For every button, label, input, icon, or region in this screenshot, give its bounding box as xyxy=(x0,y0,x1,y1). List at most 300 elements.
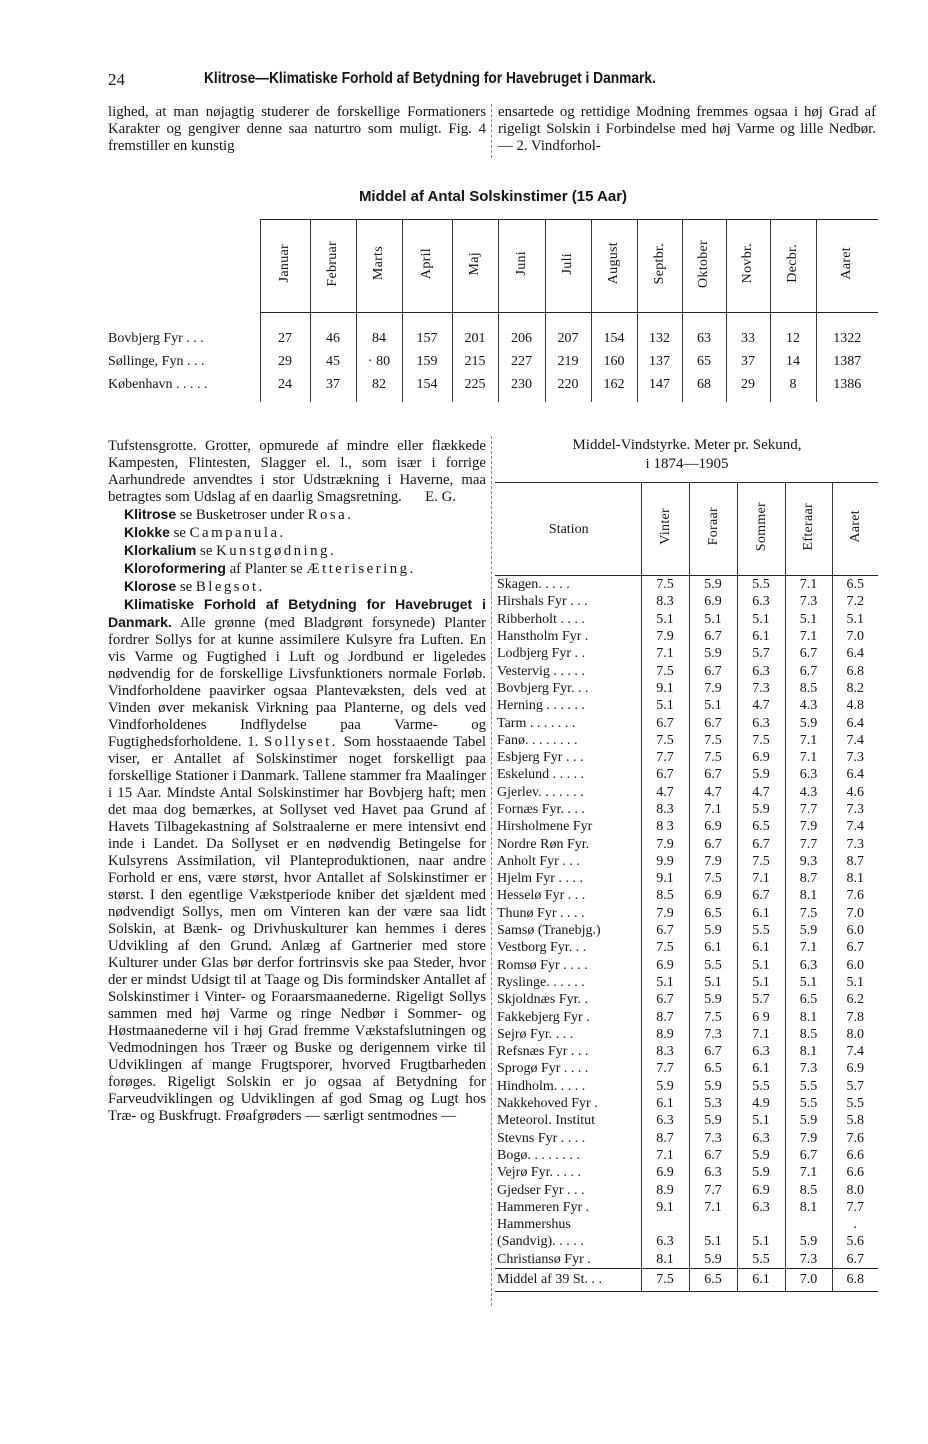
footer-value: 7.0 xyxy=(785,1268,832,1291)
wind-value: 5.1 xyxy=(641,697,689,714)
sunshine-table xyxy=(108,219,878,402)
wind-row xyxy=(495,714,878,731)
station-name: Bovbjerg Fyr . . . xyxy=(108,330,204,346)
wind-value: 6.7 xyxy=(689,714,737,731)
wind-value: 8.7 xyxy=(641,1008,689,1025)
sunshine-value: 1387 xyxy=(816,350,878,373)
wind-value: 5.1 xyxy=(689,1233,737,1250)
wind-row xyxy=(495,1043,878,1060)
station-name: Vestborg Fyr. . . xyxy=(497,940,587,956)
wind-row xyxy=(495,697,878,714)
wind-value: 6.7 xyxy=(641,766,689,783)
wind-value: 7.7 xyxy=(785,835,832,852)
sunshine-value: 63 xyxy=(682,327,726,350)
wind-value: 6.7 xyxy=(689,628,737,645)
station-name: Skjoldnæs Fyr. . xyxy=(497,992,589,1008)
wind-col-header: Aaret xyxy=(832,483,878,576)
wind-row xyxy=(495,887,878,904)
wind-value: 6.7 xyxy=(832,1251,878,1269)
sunshine-col-header: Juni xyxy=(498,220,545,313)
wind-row xyxy=(495,784,878,801)
wind-row xyxy=(495,905,878,922)
wind-row xyxy=(495,1078,878,1095)
station-name: Fanø. . . . . . . . xyxy=(497,732,578,748)
wind-row xyxy=(495,628,878,645)
wind-value: 6.1 xyxy=(689,939,737,956)
sunshine-col-header: Decbr. xyxy=(770,220,816,313)
wind-value: 7.2 xyxy=(832,593,878,610)
wind-value: 7.5 xyxy=(737,853,785,870)
station-name: Hesselø Fyr . . . xyxy=(497,888,586,904)
wind-value: 6.4 xyxy=(832,766,878,783)
wind-row xyxy=(495,1060,878,1077)
wind-value: 8.0 xyxy=(832,1026,878,1043)
wind-row xyxy=(495,939,878,956)
sunshine-value: 82 xyxy=(356,373,402,396)
wind-value: 6.2 xyxy=(832,991,878,1008)
sunshine-value: 137 xyxy=(637,350,682,373)
wind-value: 5.1 xyxy=(737,974,785,991)
station-name: Herning . . . . . . xyxy=(497,698,585,714)
wind-row xyxy=(495,749,878,766)
station-name: Søllinge, Fyn . . . xyxy=(108,353,205,369)
wind-value: 6.5 xyxy=(689,1060,737,1077)
sunshine-value: 227 xyxy=(498,350,545,373)
station-name: Christiansø Fyr . xyxy=(497,1251,591,1267)
wind-row xyxy=(495,853,878,870)
station-name: Hirshals Fyr . . . xyxy=(497,594,588,610)
wind-value: 7.9 xyxy=(689,680,737,697)
station-name: Hjelm Fyr . . . . xyxy=(497,871,583,887)
wind-value: 5.7 xyxy=(832,1078,878,1095)
wind-value: 7.1 xyxy=(785,749,832,766)
wind-value: 5.9 xyxy=(785,1233,832,1250)
entry-klitrose: Klitrose se Busketroser under Rosa. xyxy=(124,506,354,523)
sunshine-col-header: Januar xyxy=(260,220,310,313)
wind-value: 6.3 xyxy=(785,957,832,974)
wind-value: 6.1 xyxy=(737,628,785,645)
wind-value: 5.9 xyxy=(689,1251,737,1269)
wind-value: 6.9 xyxy=(832,1060,878,1077)
station-name: Skagen. . . . . xyxy=(497,577,570,593)
sunshine-value: 154 xyxy=(591,327,637,350)
wind-value: 6.3 xyxy=(641,1112,689,1129)
wind-value: 6.9 xyxy=(737,749,785,766)
wind-value: 4.6 xyxy=(832,784,878,801)
footer-value: 6.5 xyxy=(689,1268,737,1291)
footer-label: Middel af 39 St. . . xyxy=(495,1268,641,1291)
wind-value: 6.7 xyxy=(689,835,737,852)
sunshine-value: 147 xyxy=(637,373,682,396)
wind-col-header: Vinter xyxy=(641,483,689,576)
station-name: Lodbjerg Fyr . . xyxy=(497,646,586,662)
station-name: Hanstholm Fyr . xyxy=(497,629,589,645)
sunshine-value: 154 xyxy=(402,373,452,396)
wind-value: 5.5 xyxy=(689,957,737,974)
wind-value: 7.5 xyxy=(689,1008,737,1025)
wind-station-header: Station xyxy=(495,483,641,576)
station-name: Gjedser Fyr . . . xyxy=(497,1182,585,1198)
wind-value: 5.1 xyxy=(641,974,689,991)
wind-value: 8.3 xyxy=(641,1043,689,1060)
sunshine-col-header: Marts xyxy=(356,220,402,313)
wind-value: 6.0 xyxy=(832,922,878,939)
wind-value: 8.9 xyxy=(641,1026,689,1043)
wind-row xyxy=(495,1251,878,1269)
sunshine-value: 45 xyxy=(310,350,356,373)
wind-value: 7.0 xyxy=(832,905,878,922)
sunshine-value: 219 xyxy=(545,350,591,373)
wind-value: 6.5 xyxy=(832,576,878,594)
wind-value: 7.3 xyxy=(689,1130,737,1147)
sunshine-value: 225 xyxy=(452,373,498,396)
wind-row xyxy=(495,766,878,783)
station-name: Samsø (Tranebjg.) xyxy=(497,923,601,939)
station-name: Eskelund . . . . . xyxy=(497,767,585,783)
wind-value: 7.5 xyxy=(689,870,737,887)
wind-value: 5.1 xyxy=(689,611,737,628)
station-name: Vestervig . . . . . xyxy=(497,663,585,679)
wind-row xyxy=(495,835,878,852)
wind-value: 5.1 xyxy=(737,957,785,974)
wind-value: 7.1 xyxy=(785,939,832,956)
wind-value: 7.7 xyxy=(641,749,689,766)
wind-value: 7.3 xyxy=(785,593,832,610)
wind-value: 6.9 xyxy=(689,887,737,904)
wind-value: 7.5 xyxy=(785,905,832,922)
wind-value: 5.5 xyxy=(737,1078,785,1095)
wind-value: 7.9 xyxy=(641,835,689,852)
wind-value: 8.1 xyxy=(785,1008,832,1025)
wind-value: 5.1 xyxy=(785,611,832,628)
station-name: København . . . . . xyxy=(108,376,208,392)
sunshine-value: 1386 xyxy=(816,373,878,396)
wind-value xyxy=(785,1216,832,1233)
wind-value: 6.1 xyxy=(737,1060,785,1077)
wind-row xyxy=(495,957,878,974)
wind-row xyxy=(495,818,878,835)
wind-value: 6.7 xyxy=(641,714,689,731)
author-sign: E. G. xyxy=(425,489,456,505)
sunshine-value: 68 xyxy=(682,373,726,396)
wind-row xyxy=(495,1095,878,1112)
wind-value: 4.7 xyxy=(641,784,689,801)
sunshine-col-header: Juli xyxy=(545,220,591,313)
wind-value: 5.5 xyxy=(737,1251,785,1269)
wind-title-line1: Middel-Vindstyrke. Meter pr. Sekund, xyxy=(572,437,802,453)
wind-value: 7.3 xyxy=(832,749,878,766)
station-name: Bogø. . . . . . . . xyxy=(497,1147,580,1163)
wind-value: 7.7 xyxy=(641,1060,689,1077)
wind-value: 5.5 xyxy=(785,1095,832,1112)
wind-value: 5.3 xyxy=(689,1095,737,1112)
wind-value: 6.3 xyxy=(737,1199,785,1216)
sunshine-col-header: August xyxy=(591,220,637,313)
wind-value xyxy=(641,1216,689,1233)
wind-value: 5.1 xyxy=(785,974,832,991)
page-number: 24 xyxy=(108,70,125,89)
wind-value: 8.1 xyxy=(641,1251,689,1269)
wind-row xyxy=(495,1008,878,1025)
running-title: Klitrose—Klimatiske Forhold af Betydning for Havebruget i Danmark. xyxy=(204,70,656,87)
sunshine-value: 162 xyxy=(591,373,637,396)
wind-value: 5.9 xyxy=(785,922,832,939)
wind-value: 5.1 xyxy=(737,611,785,628)
wind-value: 7.5 xyxy=(641,732,689,749)
sunshine-value: 160 xyxy=(591,350,637,373)
sunshine-header-row xyxy=(108,220,878,313)
sunshine-col-header: April xyxy=(402,220,452,313)
wind-row xyxy=(495,991,878,1008)
station-name: Thunø Fyr . . . . xyxy=(497,905,585,921)
wind-value: 7.3 xyxy=(689,1026,737,1043)
wind-value: 6 9 xyxy=(737,1008,785,1025)
wind-value: 7.7 xyxy=(785,801,832,818)
sunshine-col-header: Februar xyxy=(310,220,356,313)
wind-col-header: Efteraar xyxy=(785,483,832,576)
wind-value: 7.0 xyxy=(832,628,878,645)
wind-value: 7.3 xyxy=(832,801,878,818)
wind-value: 8.1 xyxy=(832,870,878,887)
wind-row xyxy=(495,576,878,594)
wind-value: 5.5 xyxy=(737,576,785,594)
wind-value: 5.5 xyxy=(737,922,785,939)
wind-value: 5.1 xyxy=(832,611,878,628)
wind-value: 8.1 xyxy=(785,887,832,904)
wind-value: 6.3 xyxy=(737,662,785,679)
wind-row xyxy=(495,1164,878,1181)
wind-value: 6.5 xyxy=(689,905,737,922)
wind-value: 6.7 xyxy=(737,887,785,904)
station-name: (Sandvig). . . . . xyxy=(497,1234,584,1250)
sunshine-value: 206 xyxy=(498,327,545,350)
sunshine-col-header: Maj xyxy=(452,220,498,313)
sunshine-row xyxy=(108,327,878,350)
wind-value: 4.9 xyxy=(737,1095,785,1112)
wind-value: 5.9 xyxy=(641,1078,689,1095)
wind-value: 7.9 xyxy=(641,905,689,922)
wind-value: 6.3 xyxy=(737,593,785,610)
wind-value: 6.7 xyxy=(785,645,832,662)
wind-row xyxy=(495,645,878,662)
wind-value: . xyxy=(832,1216,878,1233)
wind-value: 7.9 xyxy=(689,853,737,870)
station-name: Romsø Fyr . . . . xyxy=(497,957,588,973)
wind-value xyxy=(689,1216,737,1233)
station-name: Fornæs Fyr. . . . xyxy=(497,802,585,817)
wind-value: 5.7 xyxy=(737,645,785,662)
wind-value: 8 3 xyxy=(641,818,689,835)
wind-value: 7.3 xyxy=(832,835,878,852)
wind-row xyxy=(495,680,878,697)
wind-row xyxy=(495,1147,878,1164)
sunshine-value: 207 xyxy=(545,327,591,350)
wind-value: 7.1 xyxy=(785,628,832,645)
sunshine-header-blank xyxy=(108,220,260,313)
wind-value: 6.9 xyxy=(641,957,689,974)
wind-value: 5.5 xyxy=(785,1078,832,1095)
wind-row xyxy=(495,1112,878,1129)
wind-value: 6.3 xyxy=(641,1233,689,1250)
sunshine-row xyxy=(108,373,878,396)
wind-value: 4.3 xyxy=(785,697,832,714)
wind-value: 7.5 xyxy=(641,662,689,679)
sunshine-value: 84 xyxy=(356,327,402,350)
wind-value: 6.9 xyxy=(641,1164,689,1181)
wind-value: 8.1 xyxy=(785,1043,832,1060)
column-divider-bottom xyxy=(491,436,492,1306)
wind-value: 6.3 xyxy=(689,1164,737,1181)
station-name: Anholt Fyr . . . xyxy=(497,853,580,869)
wind-value: 7.7 xyxy=(689,1181,737,1198)
wind-row xyxy=(495,922,878,939)
station-name: Vejrø Fyr. . . . . xyxy=(497,1165,581,1181)
wind-value: 7.1 xyxy=(737,870,785,887)
wind-title-line2: i 1874—1905 xyxy=(645,456,729,472)
station-name: Sprogø Fyr . . . . xyxy=(497,1061,589,1077)
wind-value: 7.1 xyxy=(737,1026,785,1043)
sunshine-col-header: Septbr. xyxy=(637,220,682,313)
wind-value: 6.1 xyxy=(737,905,785,922)
sunshine-col-header: Aaret xyxy=(816,220,878,313)
wind-value: 5.1 xyxy=(689,697,737,714)
sunshine-value: 46 xyxy=(310,327,356,350)
entry-klorkalium: Klorkalium se Kunstgødning. xyxy=(124,542,337,559)
wind-value: 6.1 xyxy=(641,1095,689,1112)
footer-value: 6.1 xyxy=(737,1268,785,1291)
wind-value: 6.7 xyxy=(689,1043,737,1060)
wind-value: 6.7 xyxy=(689,766,737,783)
wind-value: 7.1 xyxy=(641,645,689,662)
sunshine-value: 1322 xyxy=(816,327,878,350)
wind-value: 5.8 xyxy=(832,1112,878,1129)
wind-value: 7.1 xyxy=(689,1199,737,1216)
wind-value: 6.7 xyxy=(832,939,878,956)
sunshine-value: 14 xyxy=(770,350,816,373)
entry-klorose: Klorose se Blegsot. xyxy=(124,578,265,595)
wind-value: 7.8 xyxy=(832,1008,878,1025)
wind-value: 6.3 xyxy=(737,1130,785,1147)
wind-row xyxy=(495,974,878,991)
wind-value: 6.9 xyxy=(689,818,737,835)
wind-value: 6.7 xyxy=(737,835,785,852)
footer-value: 6.8 xyxy=(832,1268,878,1291)
wind-col-header: Sommer xyxy=(737,483,785,576)
wind-value: 5.1 xyxy=(641,611,689,628)
wind-col-header: Foraar xyxy=(689,483,737,576)
wind-value: 7.5 xyxy=(641,576,689,594)
wind-value: 7.1 xyxy=(785,576,832,594)
sunshine-value: 159 xyxy=(402,350,452,373)
wind-value: 6.1 xyxy=(737,939,785,956)
sunshine-value: 37 xyxy=(726,350,770,373)
wind-row xyxy=(495,801,878,818)
station-name: Hirsholmene Fyr xyxy=(497,819,593,835)
wind-value: 5.9 xyxy=(785,1112,832,1129)
wind-value: 6.7 xyxy=(785,662,832,679)
wind-value: 6.7 xyxy=(641,991,689,1008)
wind-value: 6.6 xyxy=(832,1147,878,1164)
wind-value: 8.3 xyxy=(641,593,689,610)
wind-table xyxy=(495,482,878,1292)
sunshine-value: 12 xyxy=(770,327,816,350)
entry-klimatiske-forhold: Klimatiske Forhold af Betydning for Havebruget i Danmark. Alle grønne (med Bladgrønt forsynede) Planter fordrer Sollys for at kunne assimilere Kulsyre fra Luften. En vis Varme og Fugtighed i Luft og Jordbund er ligeledes nødvendig for de forskellige Livsfunktioners normale Forløb. Vindforholdene paavirker ogsaa Plantevæksten, dels ved at Vinden øver mekanisk Virkning paa Planterne, og dels ved Vindforholdenes Indflydelse paa Varme- og Fugtighedsforholdene. 1. Sollyset. Som hosstaaende Tabel viser, er Antallet af Solskinstimer noget forskelligt paa forskellige Stationer i Danmark. Tallene stammer fra Maalinger i 15 Aar. Mindste Antal Solskinstimer har Bovbjerg haft; men det maa dog bemærkes, at Sollyset ved Havet paa Grund af Havets Tilbagekastning af Solstraalerne er mere intensivt end inde i Landet. Da Sollyset er en nødvendig Betingelse for Kulsyrens Assimilation, vil Planteproduktionen, naar andre Forhold er ens, være størst, hvor Antallet af Solskinstimer er størst. I den egentlige Vækstperiode kniber det sjældent med nødvendigt Sollys, men om Vinteren kan der være saa lidt Solskin, at Bænk- og Drivhuskulturer kan hemmes i deres Udvikling af den Grund. Anlæg af Gartnerier med store Kulturer under Glas bør derfor fortrinsvis ske paa Steder, hvor der er mindst Udsigt til at Taage og Dis formindsker Antallet af Solskinstimer i Vinter- og Foraarsmaanederne. Rigeligt Sollys sammen med høj Varme og ringe Nedbør i Sommer- og Høstmaanederne vil i høj Grad fremme Vækstafslutningen og Vedmodningen hos Træer og Buske og derigennem virke til Udviklingen af mange Frugtsporer, hvorved Frugtbarheden forøges. Rigeligt Solskin er jo ogsaa af Betydning for Farveudviklingen og Udviklingen af god Smag og Lugt hos Træ- og Buskfrugt. Frøafgrøders — særligt sentmodnes — xyxy=(108,596,487,1124)
wind-value: 9.1 xyxy=(641,1199,689,1216)
sunshine-value: 65 xyxy=(682,350,726,373)
wind-value: 5.1 xyxy=(689,974,737,991)
wind-value: 6.3 xyxy=(737,714,785,731)
wind-value: 7.4 xyxy=(832,818,878,835)
wind-value: 7.5 xyxy=(689,749,737,766)
wind-value: 7.5 xyxy=(737,732,785,749)
sunshine-value: 33 xyxy=(726,327,770,350)
station-name: Sejrø Fyr. . . . xyxy=(497,1026,574,1042)
wind-value: 5.9 xyxy=(689,1078,737,1095)
wind-value: 7.1 xyxy=(689,801,737,818)
wind-value: 5.9 xyxy=(689,922,737,939)
left-body xyxy=(108,438,486,1125)
wind-value: 8.7 xyxy=(785,870,832,887)
sunshine-value: 157 xyxy=(402,327,452,350)
wind-value: 9.1 xyxy=(641,680,689,697)
wind-value: 9.3 xyxy=(785,853,832,870)
wind-value: 7.9 xyxy=(641,628,689,645)
station-name: Refsnæs Fyr . . . xyxy=(497,1044,589,1060)
wind-value: 8.3 xyxy=(641,801,689,818)
wind-value xyxy=(737,1216,785,1233)
wind-value: 5.9 xyxy=(689,645,737,662)
wind-value: 5.9 xyxy=(737,1164,785,1181)
sunshine-value: 27 xyxy=(260,327,310,350)
wind-value: 8.1 xyxy=(785,1199,832,1216)
sunshine-value: 29 xyxy=(260,350,310,373)
station-name: Meteorol. Institut xyxy=(497,1113,595,1129)
wind-footer-row xyxy=(495,1268,878,1291)
wind-value: 6.3 xyxy=(737,1043,785,1060)
wind-table-title xyxy=(498,436,876,474)
station-name: Stevns Fyr . . . . xyxy=(497,1130,586,1146)
wind-value: 7.1 xyxy=(785,732,832,749)
entry-klokke: Klokke se Campanula. xyxy=(124,524,286,541)
wind-value: 8.5 xyxy=(785,1181,832,1198)
wind-value: 7.3 xyxy=(785,1060,832,1077)
wind-value: 5.6 xyxy=(832,1233,878,1250)
wind-value: 5.9 xyxy=(785,714,832,731)
wind-value: 5.9 xyxy=(737,1147,785,1164)
wind-value: 6.6 xyxy=(832,1164,878,1181)
wind-row xyxy=(495,1130,878,1147)
wind-header-row xyxy=(495,483,878,576)
wind-row xyxy=(495,1181,878,1198)
sunshine-value: 37 xyxy=(310,373,356,396)
entry-kloroformering: Kloroformering af Planter se Ætterisering. xyxy=(124,560,416,577)
wind-value: 7.1 xyxy=(785,1164,832,1181)
wind-value: 6.7 xyxy=(785,1147,832,1164)
wind-row xyxy=(495,1199,878,1216)
top-right-text: ensartede og rettidige Modning fremmes ogsaa i høj Grad af rigeligt Solskin i Forbindelse med høj Varme og lille Nedbør. — 2. Vindforhol- xyxy=(498,104,876,154)
wind-value: 7.3 xyxy=(737,680,785,697)
station-name: Hammershus xyxy=(497,1217,571,1233)
wind-row xyxy=(495,732,878,749)
wind-value: 8.7 xyxy=(832,853,878,870)
wind-value: 7.9 xyxy=(785,1130,832,1147)
sunshine-row xyxy=(108,350,878,373)
wind-value: 5.9 xyxy=(737,801,785,818)
paragraph-grotte: Tufstensgrotte. Grotter, opmurede af mindre eller flækkede Kampesten, Flintesten, Slagger el. l., som især i forrige Aarhundrede anvendtes i stor Udstrækning i Haverne, maa betragtes som Udslag af en daarlig Smagsretning. E. G. xyxy=(108,438,486,505)
wind-value: 7.6 xyxy=(832,1130,878,1147)
station-name: Gjerlev. . . . . . . xyxy=(497,784,584,800)
wind-value: 7.4 xyxy=(832,1043,878,1060)
